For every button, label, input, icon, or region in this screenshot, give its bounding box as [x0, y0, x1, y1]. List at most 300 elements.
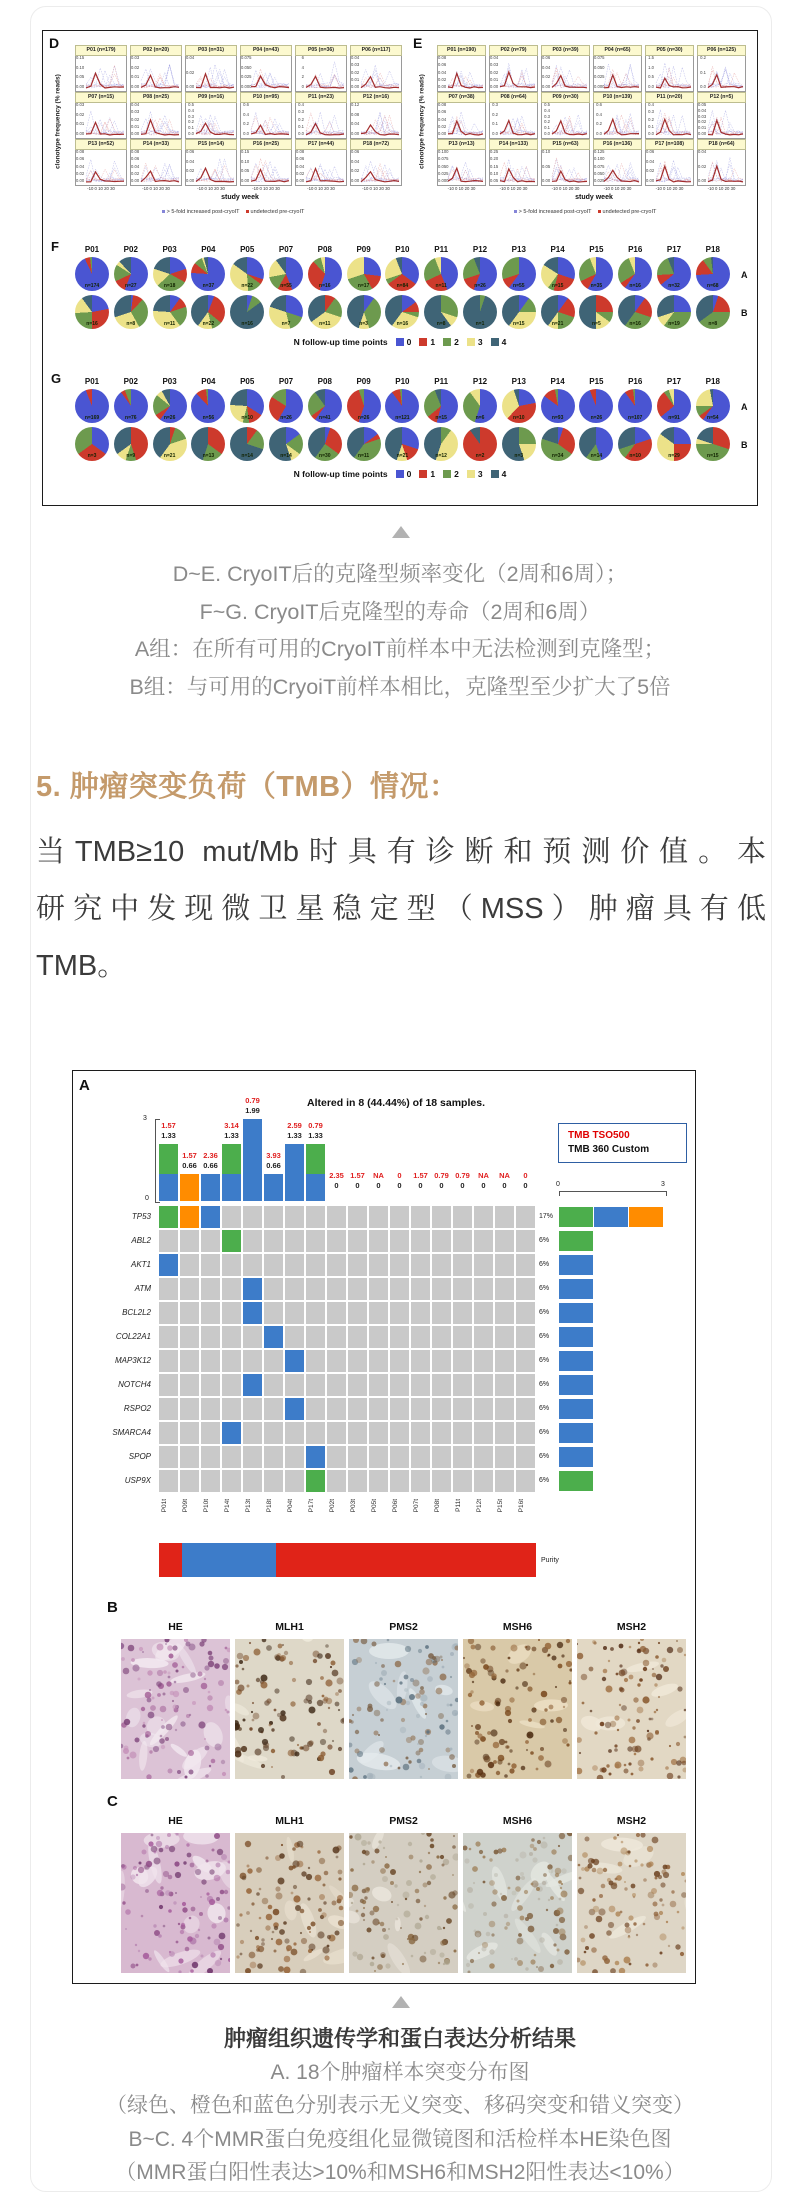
- figure-clonotype-dynamics: [42, 30, 758, 506]
- oncoprint-cell: [348, 1278, 367, 1300]
- y-tick-label: 0.2: [596, 121, 602, 127]
- mini-line-chart: [240, 139, 292, 184]
- oncoprint-cell: [411, 1350, 430, 1372]
- mini-chart-plot: [437, 56, 486, 92]
- y-tick-label: 0.02: [438, 76, 447, 82]
- oncoprint-cell: [369, 1326, 388, 1348]
- mini-chart-title: P11 (n=20): [645, 92, 694, 103]
- legend-label: undetected pre-cryoIT: [602, 209, 657, 215]
- pie-column-header: P02: [123, 377, 138, 386]
- mini-chart-title: P14 (n=133): [489, 139, 538, 150]
- y-tick-label: 0.08: [438, 102, 447, 107]
- pie-n-label: n=30: [319, 453, 331, 459]
- oncoprint-cell: [516, 1326, 535, 1348]
- y-tick-label: 0: [301, 84, 304, 89]
- y-tick-label: 0.4: [544, 107, 550, 113]
- mini-chart-title: P16 (n=136): [593, 139, 642, 150]
- pie-chart: [579, 389, 613, 423]
- pie-n-label: n=1: [475, 321, 485, 327]
- mini-chart-title: P04 (n=43): [240, 45, 292, 56]
- pie-column-header: P15: [589, 377, 604, 386]
- x-tick-labels: -10 0 10 20 30: [197, 186, 225, 191]
- tmb-bar-segment: [306, 1144, 325, 1174]
- y-tick-label: 0.04: [76, 163, 85, 169]
- stain-header: PMS2: [389, 1621, 418, 1633]
- y-tick-label: 0.00: [131, 178, 140, 183]
- y-tick-label: 0.050: [241, 64, 252, 70]
- oncoprint-cell: [474, 1230, 493, 1252]
- tmb-tso500-value: 0.79: [308, 1120, 323, 1130]
- mini-chart-plot: [541, 56, 590, 92]
- mini-line-chart: [185, 92, 237, 137]
- tmb-tso500-value: 3.93: [266, 1150, 281, 1160]
- y-tick-label: 0.08: [438, 55, 447, 60]
- oncoprint-cell: [327, 1350, 346, 1372]
- collapse-triangle-icon: [392, 1996, 410, 2008]
- pie-chart: [347, 427, 381, 461]
- oncoprint-cell: [159, 1302, 178, 1324]
- oncoprint-cell: [327, 1254, 346, 1276]
- oncoprint-cell: [369, 1350, 388, 1372]
- y-tick-label: 0.06: [131, 156, 140, 162]
- mini-line-chart: [75, 45, 127, 90]
- sample-label: P10t: [203, 1499, 210, 1513]
- panel-c-label: C: [107, 1793, 118, 1810]
- mini-line-chart: [697, 139, 746, 184]
- mini-chart-title: P10 (n=95): [240, 92, 292, 103]
- sample-label: P17t: [308, 1499, 315, 1513]
- pie-chart: [696, 295, 730, 329]
- panel-e-label: E: [413, 35, 423, 51]
- y-tick-label: 0.02: [76, 111, 85, 117]
- y-tick-label: 0.5: [188, 102, 194, 107]
- oncoprint-cell: [222, 1446, 241, 1468]
- mini-chart-plot: [593, 56, 642, 92]
- y-tick-label: 0.075: [594, 55, 605, 60]
- oncoprint-cell: [411, 1326, 430, 1348]
- tmb-values: [253, 1151, 295, 1171]
- pie-row-label: A: [741, 402, 748, 412]
- y-tick-label: 0.3: [544, 113, 550, 119]
- pie-n-label: n=11: [435, 283, 447, 289]
- oncoprint-cell: [327, 1230, 346, 1252]
- oncoprint-cell: [285, 1254, 304, 1276]
- oncoprint-cell: [453, 1302, 472, 1324]
- oncoprint-cell: [222, 1230, 241, 1252]
- pie-column-header: P16: [628, 245, 643, 254]
- oncoprint-cell: [159, 1470, 178, 1492]
- mini-chart-title: P18 (n=64): [697, 139, 746, 150]
- tmb-360custom-label: TMB 360 Custom: [568, 1144, 650, 1155]
- y-tick-label: 0.04: [438, 69, 447, 75]
- mini-chart-title: P17 (n=44): [295, 139, 347, 150]
- y-tick-label: 1.5: [648, 55, 654, 60]
- y-tick-label: 0.1: [700, 69, 706, 75]
- mini-line-chart: [295, 45, 347, 90]
- stain-header: MSH2: [616, 1815, 647, 1827]
- tmb-values: [232, 1096, 274, 1116]
- mini-chart-plot: [75, 103, 127, 139]
- oncoprint-cell: [243, 1230, 262, 1252]
- mini-chart-title: P08 (n=25): [130, 92, 182, 103]
- y-tick-label: 0.05: [542, 163, 551, 169]
- tmb-360custom-value: 1.33: [161, 1130, 176, 1140]
- sample-label: P18t: [266, 1499, 273, 1513]
- pie-n-label: n=107: [628, 415, 643, 421]
- mini-line-chart: [295, 139, 347, 184]
- pie-n-label: n=34: [551, 453, 564, 459]
- gene-label: MAP3K12: [114, 1356, 151, 1365]
- histology-image-mlh1: [235, 1639, 344, 1779]
- tmb-360custom-value: 1.33: [287, 1130, 302, 1140]
- panel-g: [43, 371, 757, 503]
- caption-line: F~G. CryoIT后克隆型的寿命（2周和6周）: [199, 599, 601, 624]
- oncoprint-cell: [201, 1422, 220, 1444]
- mini-chart-plot: [645, 56, 694, 92]
- pie-n-label: n=13: [202, 453, 215, 459]
- y-tick-label: 0.06: [296, 156, 305, 162]
- mini-chart-title: P16 (n=25): [240, 139, 292, 150]
- oncoprint-cell: [495, 1206, 514, 1228]
- tmb-legend-box: [558, 1123, 687, 1163]
- pie-n-label: n=26: [280, 415, 292, 421]
- tmb-values: [295, 1121, 337, 1141]
- y-tick-label: 2: [301, 74, 304, 80]
- y-tick-label: 0.06: [646, 149, 655, 154]
- y-tick-label: 0.0: [188, 131, 194, 136]
- body-line: 研究中发现微卫星稳定型（MSS）肿瘤具有低: [36, 893, 766, 925]
- mini-line-chart: [489, 45, 538, 90]
- oncoprint-cell: [243, 1422, 262, 1444]
- pie-chart: [618, 295, 652, 329]
- legend-swatch-icon: [443, 338, 451, 346]
- oncoprint-cell: [411, 1398, 430, 1420]
- pie-n-label: n=18: [163, 283, 176, 289]
- pie-chart: [696, 389, 730, 423]
- y-tick-label: 0.02: [186, 168, 195, 174]
- tmb-values: [505, 1171, 547, 1191]
- tmb-360custom-value: 1.99: [245, 1106, 260, 1116]
- legend-label: 0: [406, 337, 412, 347]
- oncoprint-cell: [180, 1278, 199, 1300]
- pie-column-header: P04: [201, 377, 216, 386]
- y-tick-label: 0.00: [646, 178, 655, 183]
- oncoprint-cell: [453, 1422, 472, 1444]
- y-tick-label: 0.2: [298, 116, 304, 122]
- y-tick-label: 0.04: [351, 55, 360, 60]
- y-tick-label: 0.02: [131, 170, 140, 176]
- mini-chart-title: P10 (n=139): [593, 92, 642, 103]
- y-tick-label: 0.05: [490, 178, 499, 183]
- mini-chart-title: P01 (n=190): [437, 45, 486, 56]
- oncoprint-cell: [432, 1398, 451, 1420]
- pie-chart: [230, 257, 264, 291]
- tmb-360custom-value: 0.66: [182, 1160, 197, 1170]
- pie-chart: [541, 257, 575, 291]
- section-body: [36, 828, 766, 999]
- gene-label: ABL2: [131, 1236, 151, 1245]
- pie-chart: [502, 257, 536, 291]
- mini-line-chart: [240, 92, 292, 137]
- oncoprint-cell: [201, 1230, 220, 1252]
- y-tick-label: 0.0: [648, 84, 654, 89]
- pie-column-header: P12: [472, 245, 488, 254]
- oncoprint-cell: [453, 1278, 472, 1300]
- pie-chart: [541, 389, 575, 423]
- pie-chart: [618, 257, 652, 291]
- oncoprint-cell: [327, 1374, 346, 1396]
- oncoprint-cell: [243, 1254, 262, 1276]
- pie-n-label: n=32: [668, 283, 680, 289]
- pie-n-label: n=16: [86, 321, 98, 327]
- pie-n-label: n=8: [126, 321, 136, 327]
- y-tick-label: 0.5: [544, 102, 550, 107]
- pie-legend: [43, 469, 757, 479]
- sample-label: P01t: [161, 1499, 168, 1513]
- gene-percent: 6%: [539, 1285, 550, 1292]
- oncoprint-cell: [348, 1446, 367, 1468]
- y-tick-label: 0.15: [490, 163, 499, 169]
- oncoprint-cell: [369, 1230, 388, 1252]
- gene-percent: 6%: [539, 1429, 550, 1436]
- pie-n-label: n=11: [163, 321, 176, 327]
- y-tick-label: 0.02: [351, 69, 360, 75]
- pie-n-label: n=8: [708, 321, 718, 327]
- mini-chart-title: P07 (n=15): [75, 92, 127, 103]
- y-tick-label: 0.2: [648, 116, 654, 122]
- oncoprint-cell: [285, 1278, 304, 1300]
- mini-chart-title: P02 (n=20): [130, 45, 182, 56]
- y-tick-label: 0.02: [296, 170, 305, 176]
- mini-chart-plot: [130, 56, 182, 92]
- gene-freq-bar: [594, 1207, 628, 1227]
- y-tick-label: 0.0: [648, 131, 654, 136]
- y-tick-label: 0.08: [351, 111, 360, 117]
- sample-label: P07t: [413, 1499, 420, 1513]
- oncoprint-cell: [369, 1422, 388, 1444]
- y-tick-label: 0.2: [188, 119, 194, 125]
- oncoprint-cell: [327, 1326, 346, 1348]
- y-tick-label: 0.06: [351, 149, 360, 154]
- mini-chart-plot: [185, 103, 237, 139]
- mini-chart-title: P03 (n=31): [185, 45, 237, 56]
- freq-axis: [559, 1191, 667, 1196]
- oncoprint-cell: [306, 1254, 325, 1276]
- pie-column-header: P07: [278, 245, 294, 254]
- y-tick-label: 0.025: [594, 74, 605, 80]
- mini-chart-title: P05 (n=36): [295, 45, 347, 56]
- x-tick-labels: -10 0 10 20 30: [252, 186, 280, 191]
- oncoprint-cell: [327, 1206, 346, 1228]
- oncoprint-cell: [327, 1278, 346, 1300]
- pie-n-label: n=29: [668, 453, 680, 459]
- oncoprint-cell: [264, 1278, 283, 1300]
- y-tick-label: 0.000: [241, 84, 252, 89]
- legend-swatch-icon: [467, 338, 475, 346]
- oncoprint-cell: [201, 1206, 220, 1228]
- oncoprint-cell: [348, 1230, 367, 1252]
- tmb-360custom-value: 1.33: [224, 1130, 239, 1140]
- mini-chart-title: P09 (n=30): [541, 92, 590, 103]
- oncoprint-cell: [474, 1470, 493, 1492]
- oncoprint-cell: [222, 1398, 241, 1420]
- figure-tmb-oncoprint: [72, 1070, 696, 1984]
- mini-line-chart: [350, 139, 402, 184]
- y-tick-label: 0.15: [76, 55, 85, 60]
- pie-column-header: P11: [434, 377, 449, 386]
- pie-column-header: P07: [278, 377, 294, 386]
- mini-line-chart: [489, 92, 538, 137]
- mini-chart-title: P15 (n=14): [185, 139, 237, 150]
- pie-column-header: P03: [162, 245, 177, 254]
- oncoprint-cell: [516, 1254, 535, 1276]
- oncoprint-cell: [516, 1278, 535, 1300]
- y-tick-label: 0.2: [243, 121, 249, 127]
- pie-n-label: n=8: [436, 321, 446, 327]
- oncoprint-cell: [159, 1254, 178, 1276]
- gene-freq-bar: [559, 1351, 593, 1371]
- oncoprint-cell: [369, 1254, 388, 1276]
- oncoprint-cell: [474, 1446, 493, 1468]
- mini-line-chart: [130, 92, 182, 137]
- pie-n-label: n=76: [125, 415, 137, 421]
- pie-n-label: n=37: [202, 283, 215, 289]
- tmb-tso500-value: NA: [373, 1171, 384, 1180]
- oncoprint-cell: [411, 1446, 430, 1468]
- oncoprint-cell: [264, 1230, 283, 1252]
- mini-chart-title: P07 (n=38): [437, 92, 486, 103]
- y-tick-label: 0.08: [296, 149, 305, 154]
- oncoprint-cell: [285, 1206, 304, 1228]
- oncoprint-cell: [159, 1230, 178, 1252]
- pie-n-label: n=16: [629, 283, 641, 289]
- tmb-tso500-value: 0.79: [245, 1096, 260, 1106]
- caption-line: B~C. 4个MMR蛋白免疫组化显微镜图和活检样本HE染色图: [128, 2127, 672, 2151]
- oncoprint-cell: [495, 1470, 514, 1492]
- pie-chart: [463, 427, 497, 461]
- oncoprint-cell: [348, 1470, 367, 1492]
- legend-dot-icon: [246, 210, 249, 213]
- pie-chart: [75, 257, 109, 291]
- pie-legend-title: N follow-up time points: [293, 337, 388, 347]
- pie-column-header: P09: [356, 377, 371, 386]
- oncoprint-cell: [390, 1278, 409, 1300]
- gene-freq-bar: [559, 1279, 593, 1299]
- oncoprint-cell: [285, 1350, 304, 1372]
- oncoprint-cell: [495, 1254, 514, 1276]
- legend-label: 4: [501, 469, 507, 479]
- oncoprint-cell: [285, 1422, 304, 1444]
- y-tick-label: 0.3: [648, 109, 654, 115]
- y-tick-label: 0.1: [188, 125, 194, 131]
- mini-line-chart: [645, 139, 694, 184]
- mini-chart-plot: [593, 150, 642, 186]
- oncoprint-cell: [327, 1422, 346, 1444]
- figure1-caption: [0, 556, 800, 706]
- pie-column-header: P09: [356, 245, 371, 254]
- oncoprint-cell: [159, 1446, 178, 1468]
- stain-header: HE: [168, 1621, 183, 1633]
- tmb-tso500-value: 0: [523, 1171, 528, 1180]
- oncoprint-cell: [201, 1302, 220, 1324]
- mini-chart-title: P06 (n=117): [350, 45, 402, 56]
- purity-bar: [159, 1543, 536, 1577]
- mini-line-chart: [185, 139, 237, 184]
- pie-n-label: n=15: [707, 453, 719, 459]
- oncoprint-cell: [390, 1230, 409, 1252]
- tmb-bar-segment: [264, 1174, 283, 1201]
- y-tick-label: 0.00: [351, 178, 360, 183]
- oncoprint-cell: [369, 1470, 388, 1492]
- oncoprint-cell: [222, 1254, 241, 1276]
- oncoprint-cell: [243, 1326, 262, 1348]
- pie-column-header: P04: [201, 245, 216, 254]
- oncoprint-cell: [327, 1470, 346, 1492]
- gene-label: USP9X: [124, 1476, 151, 1485]
- pie-n-label: n=21: [551, 321, 564, 327]
- oncoprint-cell: [432, 1470, 451, 1492]
- pie-column-header: P14: [550, 377, 565, 386]
- histology-image-msh2: [577, 1639, 686, 1779]
- y-tick-label: 0.00: [351, 84, 360, 89]
- oncoprint-cell: [264, 1422, 283, 1444]
- oncoprint-cell: [432, 1302, 451, 1324]
- oncoprint-cell: [390, 1302, 409, 1324]
- gene-freq-bar: [559, 1255, 593, 1275]
- y-tick-label: 0.00: [542, 178, 551, 183]
- sample-label: P05t: [371, 1499, 378, 1513]
- stain-header: MLH1: [275, 1815, 304, 1827]
- y-tick-label: 0.04: [351, 158, 360, 164]
- mini-line-chart: [437, 92, 486, 137]
- y-tick-label: 0.1: [492, 121, 498, 127]
- tmb-360custom-value: 0: [418, 1181, 423, 1190]
- oncoprint-cell: [264, 1398, 283, 1420]
- mini-chart-plot: [75, 150, 127, 186]
- y-tick-label: 0.04: [131, 102, 140, 107]
- oncoprint-cell: [348, 1398, 367, 1420]
- y-tick-label: 0.100: [594, 156, 605, 162]
- tmb-tso500-value: NA: [499, 1171, 510, 1180]
- y-tick-label: 0.02: [131, 64, 140, 70]
- y-tick-label: 0.00: [438, 84, 447, 89]
- pie-n-label: n=3: [87, 453, 97, 459]
- pie-n-label: n=3: [359, 321, 368, 327]
- gene-percent: 17%: [539, 1213, 554, 1220]
- gene-freq-bar: [559, 1471, 593, 1491]
- oncoprint-cell: [516, 1206, 535, 1228]
- panel-f-label: F: [51, 239, 59, 254]
- pie-n-label: n=16: [241, 321, 253, 327]
- pie-n-label: n=15: [435, 415, 447, 421]
- oncoprint-cell: [453, 1398, 472, 1420]
- pie-chart: [153, 257, 187, 291]
- y-tick-label: 0.0: [700, 84, 706, 89]
- panel-b-label: B: [107, 1599, 118, 1616]
- y-tick-label: 0.00: [131, 131, 140, 136]
- y-tick-label: 0.04: [296, 163, 305, 169]
- pie-chart: [153, 389, 187, 423]
- caption-line: B组：与可用的CryoiT前样本相比，克隆型至少扩大了5倍: [129, 674, 671, 699]
- tmb-tso500-value: 1.57: [182, 1150, 197, 1160]
- y-tick-label: 0.15: [241, 149, 250, 154]
- mini-line-chart: [295, 92, 347, 137]
- tmb-tso500-value: 3.14: [224, 1120, 239, 1130]
- mini-chart-plot: [437, 103, 486, 139]
- oncoprint-cell: [285, 1374, 304, 1396]
- sample-label: P04t: [287, 1499, 294, 1513]
- histology-image-pms2: [349, 1639, 458, 1779]
